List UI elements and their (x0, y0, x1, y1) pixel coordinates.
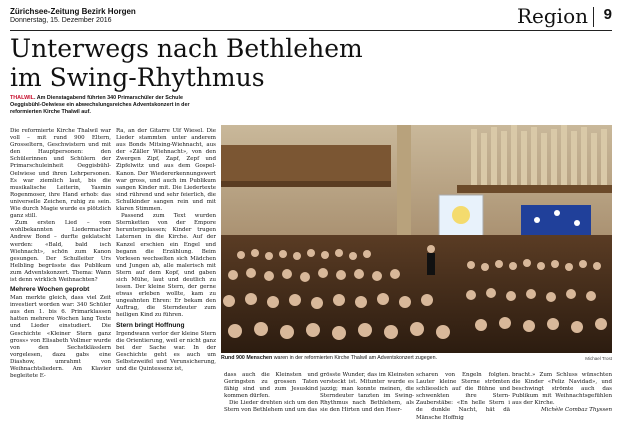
photo-caption (221, 355, 612, 365)
paragraph: Die Lieder drehten sich um den Stern von Bethlehem und um das (224, 400, 318, 414)
text-column-5 (416, 372, 510, 428)
section-name: Region (516, 4, 588, 28)
text-column-3 (224, 372, 318, 428)
text-column-4 (320, 372, 414, 428)
paragraph: Irgendwann verlor der kleine Stern die Orientierung, weil er nicht ganz bei der Sache war. In der Geschichte geht es auch um Selbstzweifel und Verunsicherung, und die Quintessenz ist, (116, 330, 216, 372)
kicker: THALWIL (10, 95, 34, 101)
paragraph: Die reformierte Kirche Thalwil war voll – mit rund 900 Eltern, Grosseltern, Geschwistern und mit den Hauptpersonen: den Schülerinnen und Schülern der Primarschuleinheit Oeggisbühl-Oelwiese und ihren Lehrpersonen. Es war ziemlich laut, bis die musikalische Leiterin, Yasmin Rogenmoser, ihre Hand erhob: das universelle Zeichen, ruhig zu sein. Wie durch Magie wurde es plötzlich ganz still. (10, 128, 111, 220)
paper-name: Zürichsee-Zeitung Bezirk Horgen (10, 7, 136, 16)
subheading: Stern bringt Hoffnung (116, 321, 185, 329)
headline (10, 34, 390, 92)
paragraph: Zum ersten Lied – vom wohlbekannten Liedermacher Andrew Bond – durfte geklatscht werden: «Bald, bald isch Wiehnacht», schön zum Kanon gesungen. Der Schulleiter Urs Helbling begrüsste das Publikum zum Adventskonzert. Thema: Wann ist denn wirklich Weihnachten? (10, 220, 111, 283)
lead-paragraph: THALWIL. Am Dienstagabend führten 340 Primarschüler der Schule Oeggisbühl-Oelwiese ein abwechslungsreiches Adventskonzert in der reformierten Kirche Thalwil auf. (10, 95, 190, 115)
paragraph: bracht.» Zum Schluss wünschten die Kinder «Feliz Navidad», und beschwingt strömte auch das Publikum mit Weihnachtsgefühlen aus der Kirche. (512, 372, 612, 407)
headline-line-2: im Swing-Rhythmus (10, 63, 265, 92)
masthead (10, 6, 612, 31)
text-column-6 (512, 372, 612, 428)
lead-text: Am Dienstagabend führten 340 Primarschüler der Schule Oeggisbühl-Oelwiese ein abwechslungsreiches Adventskonzert in der reformierten Kirche Thalwil auf. (10, 95, 190, 115)
page-number: 9 (603, 6, 612, 23)
paragraph: Passend zum Text wurden Sternketten von der Empore heruntergelassen; Kinder trugen Laternen in die Kirche. Auf der Kanzel erschien ein Engel und begann die Erzählung. Beim Vorlesen wechselten sich Mädchen und Jungen ab, alle malerisch mit Stern auf dem Kopf, und gaben sich Mühe, laut und deutlich zu lesen. Der kleine Stern, der gerne etwas erleben wollte, kam zu ungeahnten Ehren: Er bekam den Auftrag, die Sterndeuter zum heiligen Kind zu führen. (116, 213, 216, 319)
author-byline: Michèle Combaz Thyssen (541, 407, 612, 414)
paragraph: dass auch die Kleinsten und Geringsten zu grossen Taten fähig sind und zum Jesuskind kommen dürfen. (224, 372, 318, 400)
paper-date: Donnerstag, 15. Dezember 2016 (10, 17, 112, 24)
section-separator (593, 7, 594, 27)
church-concert-photo (221, 125, 612, 353)
caption-bold: Rund 900 Menschen (221, 355, 273, 361)
paragraph: Man merkte gleich, dass viel Zeit investiert worden war: 340 Schüler aus den 1. bis 6. Primarklassen hatten mehrere Wochen lang Texte und Lieder einstudiert. Die Geschichte «Kleiner Stern ganz gross» von Elisabeth Vollmer wurde von den Sechstklässlern vorgelesen, dazu gabs eine Diashow, umrahmt von Weihnachtsliedern. Am Klavier begleitete E- (10, 295, 111, 380)
subheading: Mehrere Wochen geprobt (10, 286, 90, 294)
headline-line-1: Unterwegs nach Bethlehem (10, 34, 363, 63)
photo-credit: Michael Trost (585, 356, 612, 361)
text-column-1 (10, 128, 111, 426)
paragraph: scharen von Engeln folgten. Lauter kleine Sterne strömten schliesslich auf die Bühne und schwenkten ihre Stern-Zauberstäbe: «En helle Stern i de dunkle Nacht, hät dä Mänsche Hoffnig (416, 372, 510, 421)
church-interior-illustration (221, 125, 612, 353)
paragraph: grösste Wunder, das im Kleinsten versteckt ist. Mitunter wurde es jazzig; man konnte meinen, die Sterndeuter tanzten im Swing-Rhythmus nach Bethlehem, als sie den Hirten und den Heer- (320, 372, 414, 414)
paragraph: Ra, an der Gitarre Ulf Wiesel. Die Lieder stammten unter anderem aus Bonds Mitsing-Wiehnacht, aus der «Zäller Wiehnacht», von den Zwergen Zipf, Zapf, Zepf und Zipfelwitz und aus dem Gospel-Kanon. Der Wiedererkennungswert war gross, und auch im Publikum sangen Kinder mit. Die Liedertexte sind rührend und sehr feierlich, die Schulkinder sangen rein und mit klaren Stimmen. (116, 128, 216, 213)
text-column-2 (116, 128, 216, 426)
caption-text: waren in der reformierten Kirche Thalwil am Adventskonzert zugegen. (273, 355, 438, 361)
